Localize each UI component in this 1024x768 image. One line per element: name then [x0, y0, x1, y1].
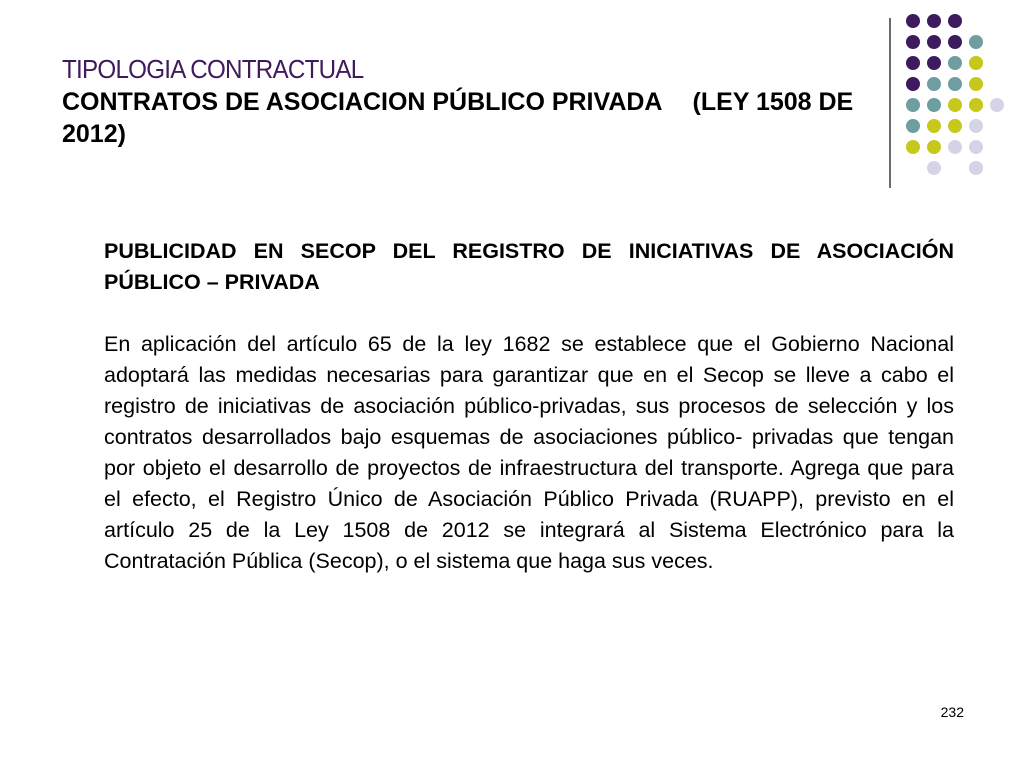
title-line-1: TIPOLOGIA CONTRACTUAL	[62, 54, 364, 84]
decorative-dot	[948, 77, 962, 91]
decorative-dot	[948, 140, 962, 154]
decorative-dot	[906, 98, 920, 112]
decorative-dot	[969, 98, 983, 112]
body-paragraph: En aplicación del artículo 65 de la ley 1682 se establece que el Gobierno Nacional adoptará las medidas necesarias para garantizar que en el Secop se lleve a cabo el registro de iniciativas de asociación público-privadas, sus procesos de selección y los contratos desarrollados bajo esquemas de asociaciones público- privadas que tengan por objeto el desarrollo de proyectos de infraestructura del transporte. Agrega que para el efecto, el Registro Único de Asociación Público Privada (RUAPP), previsto en el artículo 25 de la Ley 1508 de 2012 se integrará al Sistema Electrónico para la Contratación Pública (Secop), o el sistema que haga sus veces.	[104, 332, 954, 573]
decorative-dot	[927, 14, 941, 28]
decorative-dot	[948, 56, 962, 70]
decorative-dot	[969, 56, 983, 70]
title-line-2-main: CONTRATOS DE ASOCIACION PÚBLICO PRIVADA	[62, 88, 663, 116]
decorative-dot-grid	[906, 14, 1016, 174]
decorative-dot	[906, 77, 920, 91]
decorative-dot	[927, 161, 941, 175]
decorative-dot	[948, 98, 962, 112]
decorative-dot	[927, 77, 941, 91]
decorative-dot	[969, 140, 983, 154]
title-line-2-law: (LEY 1508 DE 2012)	[62, 88, 854, 148]
decorative-dot	[927, 119, 941, 133]
decorative-divider	[889, 18, 891, 188]
decorative-dot	[969, 35, 983, 49]
decorative-dot	[927, 140, 941, 154]
decorative-dot	[969, 119, 983, 133]
decorative-dot	[990, 98, 1004, 112]
decorative-dot	[948, 119, 962, 133]
decorative-dot	[906, 14, 920, 28]
decorative-dot	[969, 77, 983, 91]
section-heading: PUBLICIDAD EN SECOP DEL REGISTRO DE INICIATIVAS DE ASOCIACIÓN PÚBLICO – PRIVADA	[104, 239, 954, 294]
decorative-dot	[906, 56, 920, 70]
decorative-dot	[927, 98, 941, 112]
decorative-dot	[906, 35, 920, 49]
slide-content	[104, 236, 954, 577]
decorative-dot	[906, 119, 920, 133]
title-line-2	[62, 86, 862, 150]
decorative-dot	[906, 140, 920, 154]
decorative-dot	[969, 161, 983, 175]
slide-title	[62, 52, 862, 150]
slide-number: 232	[940, 704, 964, 720]
decorative-dot	[927, 35, 941, 49]
decorative-dot	[927, 56, 941, 70]
decorative-dot	[948, 14, 962, 28]
decorative-dot	[948, 35, 962, 49]
